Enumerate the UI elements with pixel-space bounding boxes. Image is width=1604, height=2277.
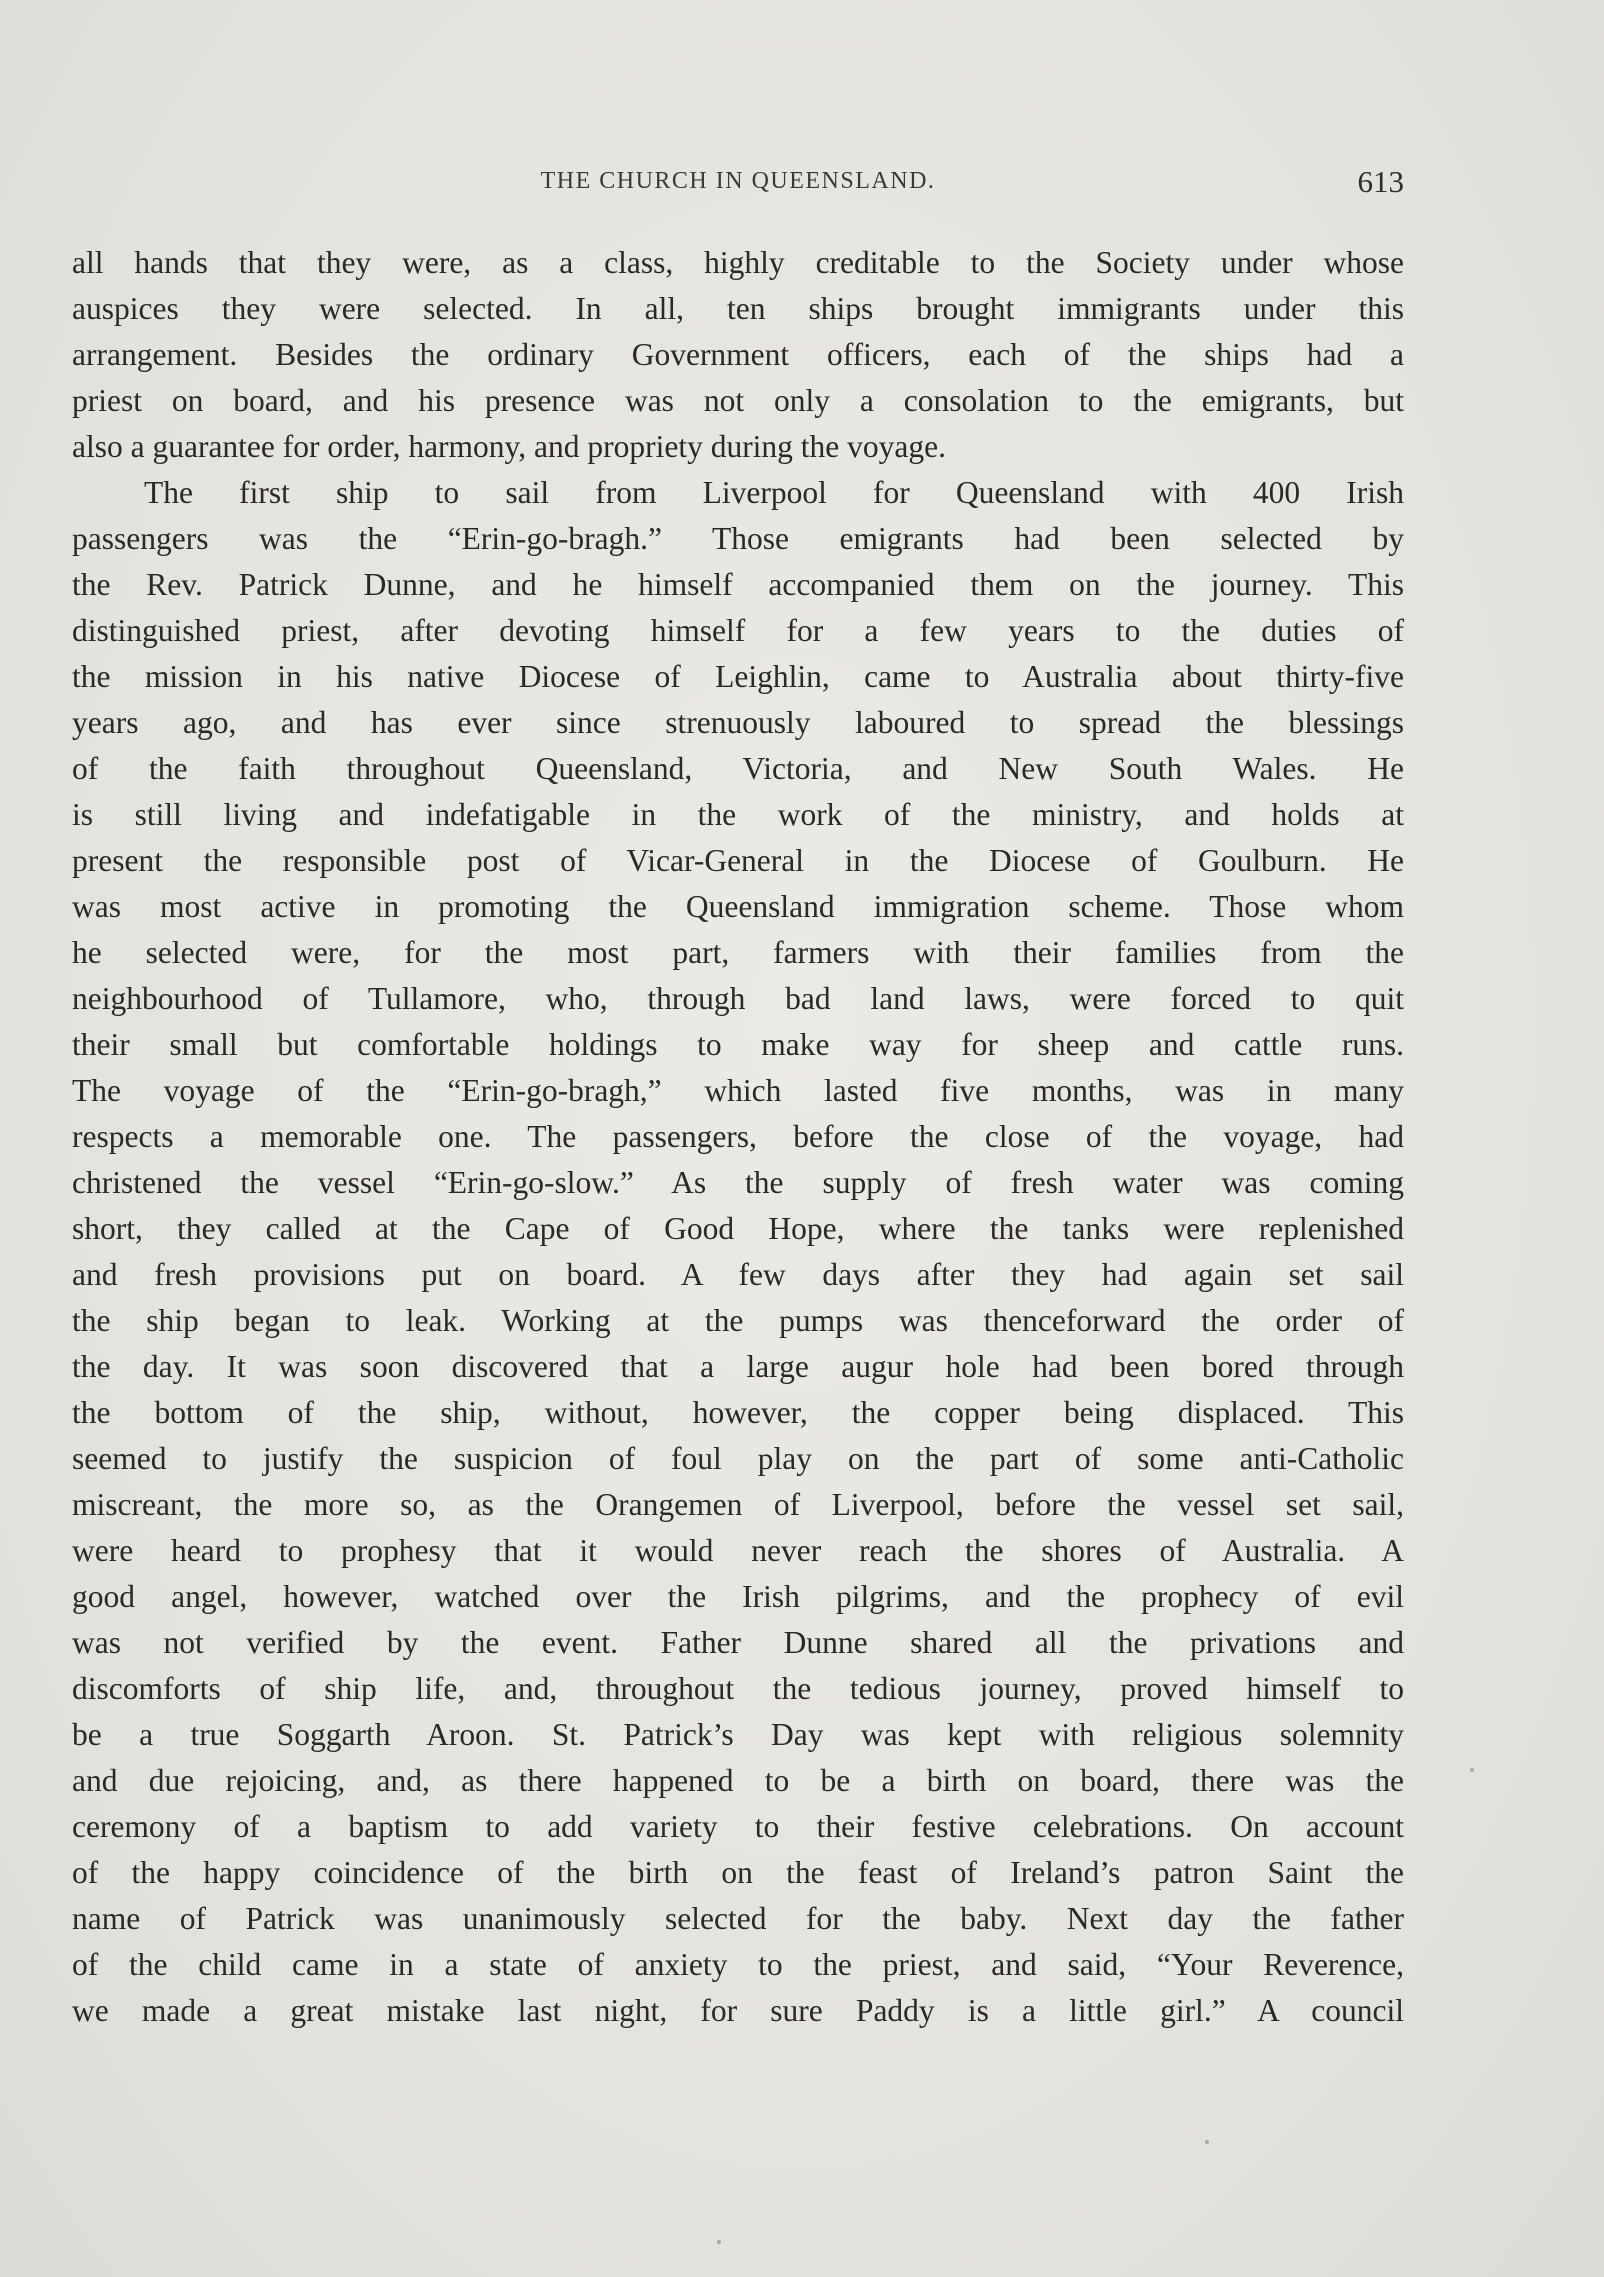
- paper-speck: [717, 2240, 721, 2244]
- text-line: the mission in his native Diocese of Leighlin, came to Australia about thirty-five: [72, 659, 1404, 694]
- text-line: distinguished priest, after devoting himself for a few years to the duties of: [72, 613, 1404, 648]
- text-line: The first ship to sail from Liverpool for Queensland with 400 Irish: [144, 475, 1404, 510]
- running-head: [72, 164, 1404, 208]
- text-line: was not verified by the event. Father Dunne shared all the privations and: [72, 1625, 1404, 1660]
- text-line: christened the vessel “Erin-go-slow.” As the supply of fresh water was coming: [72, 1165, 1404, 1200]
- text-line: is still living and indefatigable in the work of the ministry, and holds at: [72, 797, 1404, 832]
- text-line: neighbourhood of Tullamore, who, through bad land laws, were forced to quit: [72, 981, 1404, 1016]
- text-line: we made a great mistake last night, for sure Paddy is a little girl.” A council: [72, 1993, 1404, 2028]
- text-line: auspices they were selected. In all, ten ships brought immigrants under this: [72, 291, 1404, 326]
- text-line: their small but comfortable holdings to make way for sheep and cattle runs.: [72, 1027, 1404, 1062]
- text-line: all hands that they were, as a class, highly creditable to the Society under whose: [72, 245, 1404, 280]
- text-line: passengers was the “Erin-go-bragh.” Those emigrants had been selected by: [72, 521, 1404, 556]
- text-line: of the faith throughout Queensland, Victoria, and New South Wales. He: [72, 751, 1404, 786]
- running-title: THE CHURCH IN QUEENSLAND.: [540, 168, 936, 194]
- text-line: the day. It was soon discovered that a large augur hole had been bored through: [72, 1349, 1404, 1384]
- text-line: also a guarantee for order, harmony, and propriety during the voyage.: [72, 429, 947, 464]
- text-line: present the responsible post of Vicar-General in the Diocese of Goulburn. He: [72, 843, 1404, 878]
- text-line: The voyage of the “Erin-go-bragh,” which lasted five months, was in many: [72, 1073, 1404, 1108]
- text-line: years ago, and has ever since strenuously laboured to spread the blessings: [72, 705, 1404, 740]
- paper-speck: [1205, 2140, 1209, 2144]
- page-number: 613: [1357, 164, 1404, 199]
- text-line: good angel, however, watched over the Irish pilgrims, and the prophecy of evil: [72, 1579, 1404, 1614]
- text-line: priest on board, and his presence was not only a consolation to the emigrants, but: [72, 383, 1404, 418]
- text-line: of the child came in a state of anxiety to the priest, and said, “Your Reverence,: [72, 1947, 1404, 1982]
- text-line: short, they called at the Cape of Good Hope, where the tanks were replenished: [72, 1211, 1404, 1246]
- text-line: and due rejoicing, and, as there happened to be a birth on board, there was the: [72, 1763, 1404, 1798]
- text-line: were heard to prophesy that it would never reach the shores of Australia. A: [72, 1533, 1404, 1568]
- text-line: ceremony of a baptism to add variety to their festive celebrations. On account: [72, 1809, 1404, 1844]
- text-line: be a true Soggarth Aroon. St. Patrick’s Day was kept with religious solemnity: [72, 1717, 1404, 1752]
- text-line: the bottom of the ship, without, however, the copper being displaced. This: [72, 1395, 1404, 1430]
- text-line: arrangement. Besides the ordinary Government officers, each of the ships had a: [72, 337, 1404, 372]
- body-text: [72, 240, 1404, 2034]
- text-line: miscreant, the more so, as the Orangemen of Liverpool, before the vessel set sail,: [72, 1487, 1404, 1522]
- text-line: was most active in promoting the Queensland immigration scheme. Those whom: [72, 889, 1404, 924]
- text-line: of the happy coincidence of the birth on the feast of Ireland’s patron Saint the: [72, 1855, 1404, 1890]
- text-line: the Rev. Patrick Dunne, and he himself accompanied them on the journey. This: [72, 567, 1404, 602]
- text-line: respects a memorable one. The passengers, before the close of the voyage, had: [72, 1119, 1404, 1154]
- text-line: and fresh provisions put on board. A few days after they had again set sail: [72, 1257, 1404, 1292]
- text-line: seemed to justify the suspicion of foul play on the part of some anti-Catholic: [72, 1441, 1404, 1476]
- text-line: discomforts of ship life, and, throughout the tedious journey, proved himself to: [72, 1671, 1404, 1706]
- paper-speck: [1470, 1768, 1474, 1772]
- text-line: he selected were, for the most part, farmers with their families from the: [72, 935, 1404, 970]
- text-line: the ship began to leak. Working at the pumps was thenceforward the order of: [72, 1303, 1404, 1338]
- text-line: name of Patrick was unanimously selected for the baby. Next day the father: [72, 1901, 1404, 1936]
